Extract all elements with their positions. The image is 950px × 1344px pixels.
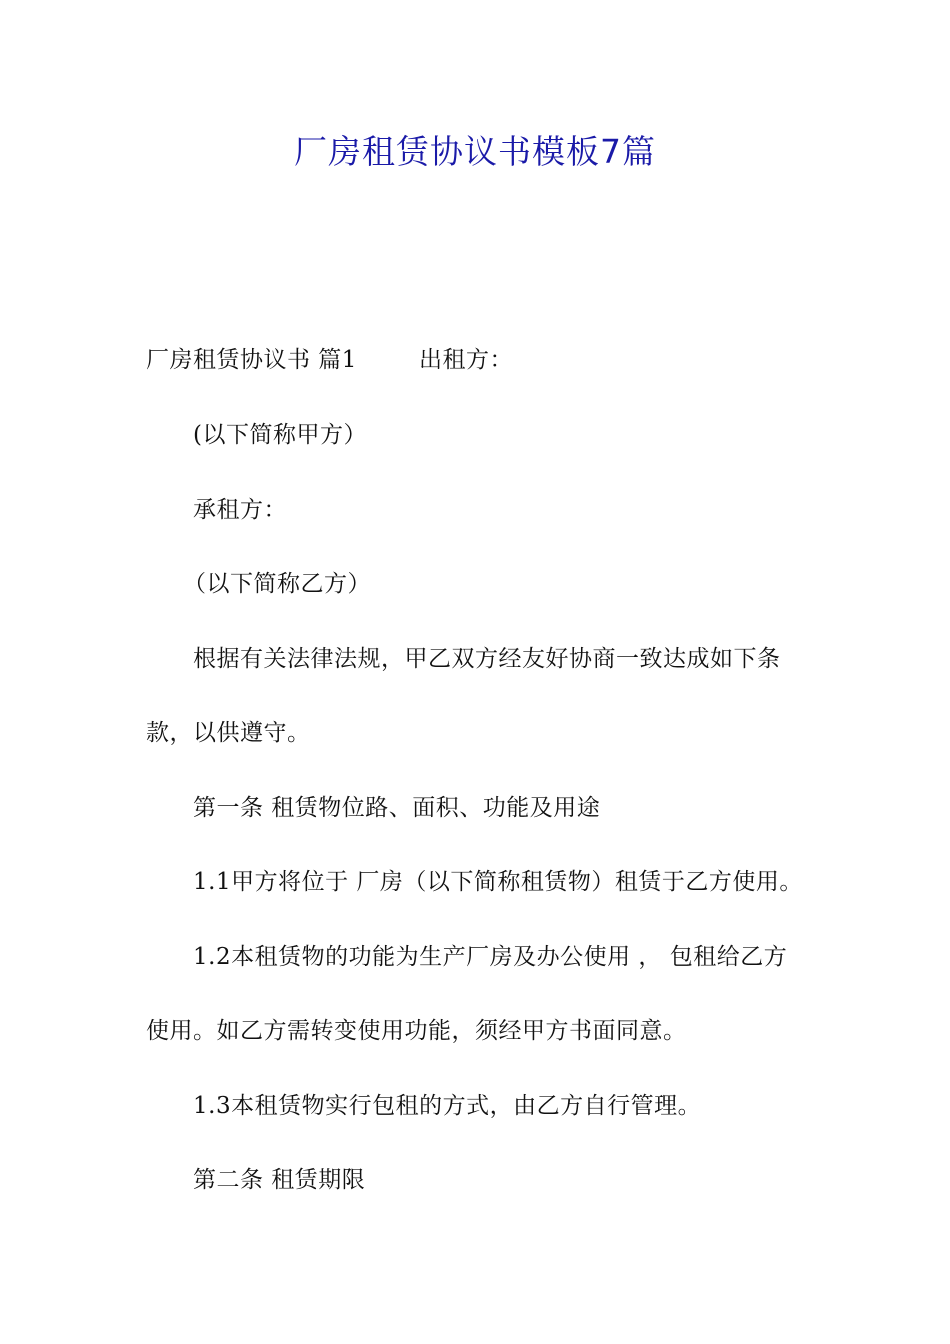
lessor-label: 出租方：: [418, 347, 513, 373]
document-title: 厂房租赁协议书模板7篇: [294, 132, 656, 171]
clause-1-3: 1.3本租赁物实行包租的方式，由乙方自行管理。: [193, 1093, 702, 1119]
clause-1-2-line-2: 使用。如乙方需转变使用功能，须经甲方书面同意。: [146, 1018, 687, 1044]
article-1-title: 第一条 租赁物位路、面积、功能及用途: [193, 795, 601, 821]
party-a-note: (以下简称甲方）: [193, 422, 367, 448]
first-line: [146, 343, 513, 377]
clause-1-1: 1.1甲方将位于 厂房（以下简称租赁物）租赁于乙方使用。: [193, 869, 803, 895]
party-b-note: （以下简称乙方）: [183, 571, 371, 597]
section-heading: 厂房租赁协议书 篇1: [146, 347, 357, 373]
preamble-line-2: 款，以供遵守。: [146, 720, 311, 746]
preamble-line-1: 根据有关法律法规，甲乙双方经友好协商一致达成如下条: [193, 646, 781, 672]
article-2-title: 第二条 租赁期限: [193, 1167, 366, 1193]
lessee-label: 承租方：: [193, 497, 287, 523]
clause-1-2-line-1: 1.2本租赁物的功能为生产厂房及办公使用 ， 包租给乙方: [193, 944, 788, 970]
